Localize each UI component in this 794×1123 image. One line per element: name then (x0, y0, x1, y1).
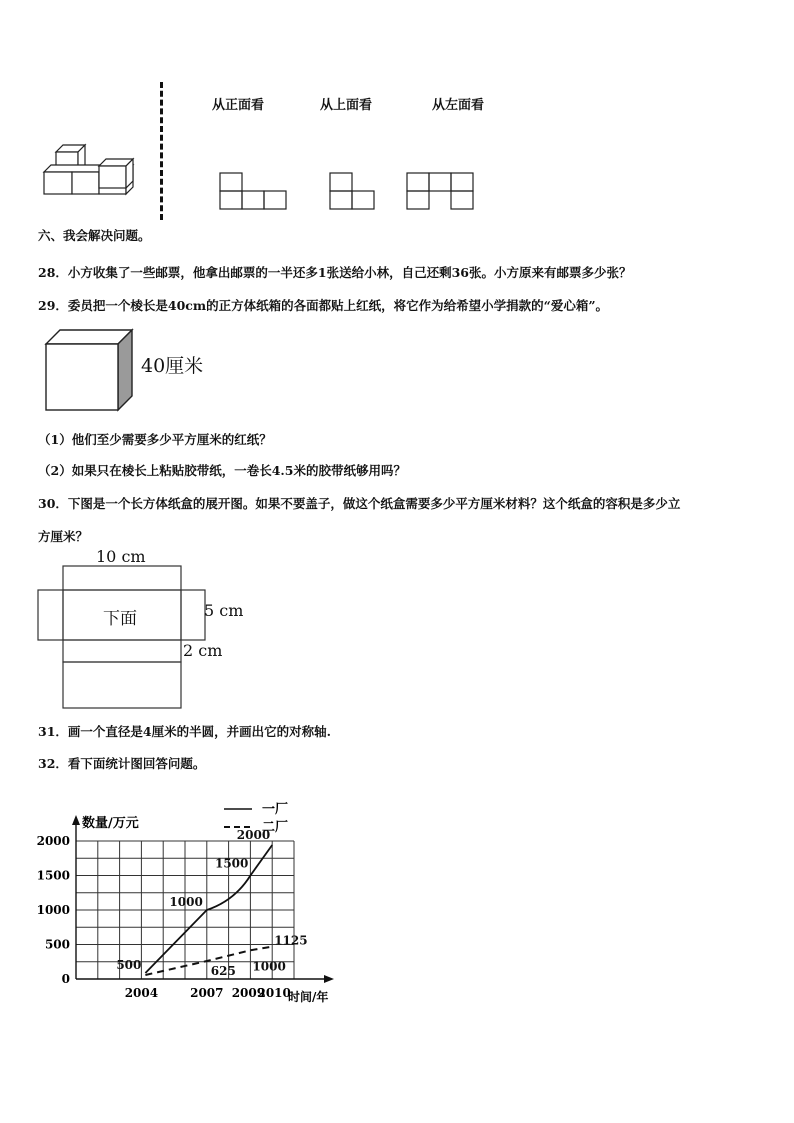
cube-edge-label: 40厘米 (141, 355, 204, 377)
legend-label-series-2: 二厂 (262, 820, 289, 835)
net-label-10cm: 10 cm (96, 547, 146, 566)
question-30-line2: 方厘米？ (38, 529, 89, 544)
front-view-label: 从正面看 (212, 98, 265, 113)
question-29-sub1: （1）他们至少需要多少平方厘米的红纸？ (38, 432, 272, 447)
section-title: 六、我会解决问题。 (38, 228, 151, 243)
x-tick-label: 2010 (257, 986, 291, 1000)
net-label-2cm: 2 cm (183, 641, 223, 660)
data-label: 500 (116, 958, 142, 972)
line-chart (30, 795, 350, 1010)
question-32: 32．看下面统计图回答问题。 (38, 756, 206, 771)
net-label-bottom: 下面 (103, 609, 137, 629)
y-tick-label: 0 (61, 972, 70, 986)
data-label: 1125 (274, 933, 308, 948)
y-tick-label: 2000 (36, 834, 70, 848)
data-label: 2000 (236, 828, 271, 842)
cube-figure (44, 326, 136, 414)
question-28: 28．小方收集了一些邮票，他拿出邮票的一半还多1张送给小林，自己还剩36张。小方原来有邮票多少张？ (38, 265, 632, 280)
y-tick-label: 500 (44, 937, 70, 952)
x-tick-label: 2009 (231, 986, 266, 1000)
question-30-line1: 30．下图是一个长方体纸盒的展开图。如果不要盖子，做这个纸盒需要多少平方厘米材料？这个纸盒的容积是多少立 (38, 496, 681, 511)
series-line-1 (145, 845, 272, 973)
front-view-grid (219, 172, 289, 212)
net-label-5cm: 5 cm (204, 601, 244, 620)
box-net-figure (36, 544, 256, 714)
question-29: 29．委员把一个棱长是40cm的正方体纸箱的各面都贴上红纸，将它作为给希望小学捐款的“爱心箱”。 (38, 298, 609, 313)
x-axis-arrow (324, 975, 334, 983)
y-axis-label: 数量/万元 (82, 816, 139, 831)
dashed-divider (160, 82, 163, 220)
x-tick-label: 2007 (190, 986, 224, 1000)
data-label: 1500 (214, 856, 249, 871)
y-tick-label: 1000 (36, 903, 70, 917)
data-label: 1000 (252, 959, 286, 974)
left-view-label: 从左面看 (432, 98, 485, 113)
x-tick-label: 2004 (124, 986, 159, 1000)
left-view-grid (406, 172, 476, 212)
top-view-grid (329, 172, 377, 212)
question-31: 31．画一个直径是4厘米的半圆，并画出它的对称轴. (38, 724, 331, 739)
y-axis-arrow (72, 815, 80, 825)
y-tick-label: 1500 (36, 868, 70, 883)
cube-stack-figure (38, 130, 142, 196)
legend-label-series-1: 一厂 (262, 802, 289, 817)
top-view-label: 从上面看 (320, 98, 373, 113)
data-label: 625 (210, 964, 236, 978)
data-label: 1000 (169, 895, 203, 909)
question-29-sub2: （2）如果只在棱长上粘贴胶带纸，一卷长4.5米的胶带纸够用吗？ (38, 463, 406, 478)
x-axis-label: 时间/年 (288, 990, 329, 1004)
